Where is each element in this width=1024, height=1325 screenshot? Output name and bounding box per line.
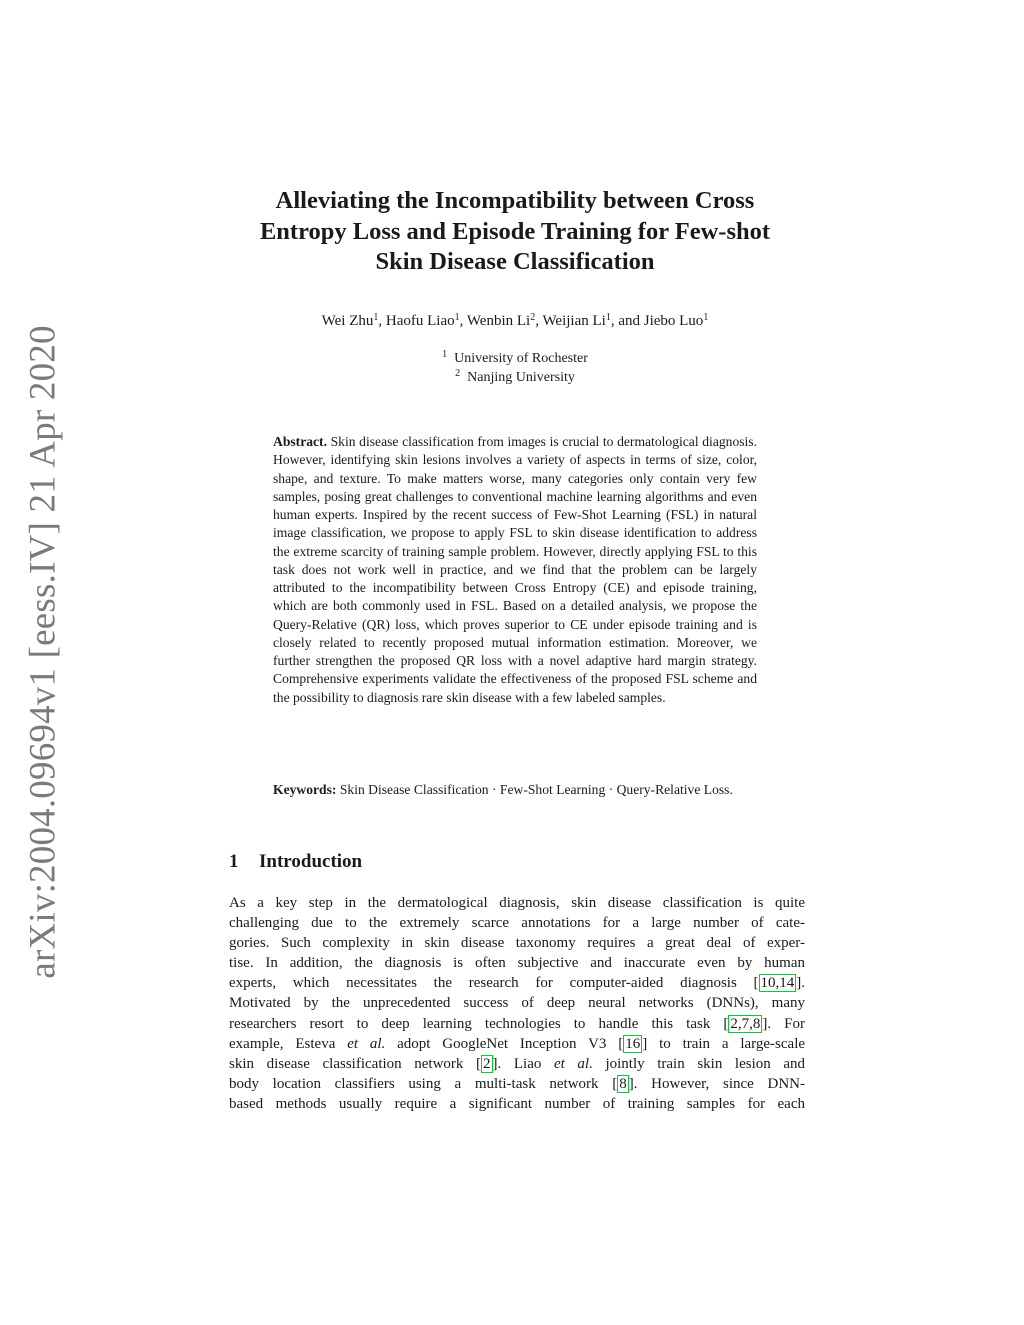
text-segment: . For [767, 1015, 806, 1032]
citation-number[interactable]: 16 [625, 1035, 641, 1052]
author-affiliation-mark: 1 [605, 312, 611, 323]
keywords-text: Skin Disease Classification · Few-Shot Learning · Query-Relative Loss. [339, 782, 733, 797]
text-line: Motivated by the unprecedented success of deep neural networks (DNNs), many [229, 995, 805, 1012]
abstract-label: Abstract. [273, 434, 327, 449]
citation-link[interactable]: [ 16 ] [618, 1035, 648, 1052]
text-segment: jointly train skin lesion and [605, 1055, 806, 1072]
text-line [229, 1054, 805, 1074]
author: Wenbin Li [466, 313, 531, 329]
section-title: Introduction [259, 851, 363, 872]
text-segment: . [801, 975, 805, 992]
text-segment: experts, which necessitates the research for computer-aided diagnosis [229, 975, 737, 992]
text-segment: skin disease classification network [229, 1055, 464, 1072]
italic-text: et al. [553, 1055, 593, 1072]
abstract [273, 433, 757, 707]
arxiv-sidebar [18, 325, 68, 979]
introduction-text [229, 893, 805, 1114]
text-segment: adopt GoogleNet Inception V3 [397, 1035, 607, 1052]
author: Haofu Liao [385, 313, 455, 329]
text-line [229, 1034, 805, 1054]
text-line: challenging due to the extremely scarce annotations for a large number of cate- [229, 915, 805, 932]
author: Jiebo Luo [643, 313, 704, 329]
text-segment: body location classifiers using a multi-task network [229, 1075, 599, 1092]
paper-title [215, 186, 815, 278]
citation-number[interactable]: 8 [619, 1075, 627, 1092]
affiliation [215, 349, 815, 368]
title-line-1: Alleviating the Incompatibility between Cross [275, 187, 755, 214]
section-number: 1 [229, 851, 239, 872]
keywords-label: Keywords: [273, 782, 337, 797]
keywords [273, 781, 757, 799]
text-line [229, 973, 805, 993]
citation-number[interactable]: 2 [483, 1055, 491, 1072]
author-conjunction: and [618, 313, 640, 329]
author: Weijian Li [542, 313, 606, 329]
text-segment: to train a large-scale [659, 1035, 806, 1052]
author-affiliation-mark: 2 [530, 312, 536, 323]
text-line: based methods usually require a significant number of training samples for each [229, 1095, 805, 1112]
citation-link[interactable]: [ 2,7,8 ] [723, 1015, 768, 1032]
affiliation-name: Nanjing University [467, 370, 575, 385]
affiliation-mark: 2 [455, 368, 461, 379]
author-affiliation-mark: 1 [454, 312, 460, 323]
affiliations [215, 349, 815, 387]
author-list: Wei Zhu$^1$, Haofu Liao$^1$, Wenbin Li$^2$, Weijian Li$^1$, and Jiebo Luo$^1$ [321, 312, 709, 329]
text-segment: example, Esteva [229, 1035, 336, 1052]
citation-link[interactable]: [ 8 ] [612, 1075, 634, 1092]
text-segment: . However, since DNN- [633, 1075, 805, 1092]
title-line-2: Entropy Loss and Episode Training for Few-shot [259, 217, 771, 245]
affiliation [215, 368, 815, 387]
author-affiliation-mark: 1 [703, 312, 709, 323]
arxiv-identifier: arXiv:2004.09694v1 [eess.IV] 21 Apr 2020 [22, 325, 64, 979]
author-affiliation-mark: 1 [373, 312, 379, 323]
text-line [229, 1074, 805, 1094]
section-heading-introduction [229, 851, 362, 873]
title-line-3: Skin Disease Classification [375, 248, 655, 275]
citation-link[interactable]: [ 2 ] [476, 1055, 498, 1072]
author: Wei Zhu [321, 313, 374, 329]
text-line [229, 1014, 805, 1034]
abstract-text: Skin disease classification from images is crucial to dermatological diagnosis. However, identifying skin lesions involves a variety of aspects in terms of size, color, shape, and texture. To make matters worse, many categories only contain very few samples, posing great challenges to conventional machine learning algorithms and even human experts. Inspired by the recent success of Few-Shot Learning (FSL) in natural image classification, we propose to apply FSL to skin disease identification to address the extreme scarcity of training sample problem. However, directly applying FSL to this task does not work well in practice, and we find that the problem can be largely attributed to the incompatibility between Cross Entropy (CE) and episode training, which are both commonly used in FSL. Based on a detailed analysis, we propose the Query-Relative (QR) loss, which proves superior to CE under episode training and is closely related to recently proposed mutual information estimation. Moreover, we further strengthen the proposed QR loss with a novel adaptive hard margin strategy. Comprehensive experiments validate the effectiveness of the proposed FSL scheme and the possibility to diagnosis rare skin disease with a few labeled samples. [273, 434, 757, 705]
citation-number[interactable]: 2,7,8 [730, 1015, 761, 1032]
text-line: gories. Such complexity in skin disease taxonomy requires a great deal of exper- [229, 935, 805, 952]
italic-text: et al. [347, 1035, 386, 1052]
affiliation-mark: 1 [442, 349, 448, 360]
text-segment: researchers resort to deep learning technologies to handle this task [229, 1015, 711, 1032]
citation-link[interactable]: [ 10,14 ] [753, 975, 802, 992]
text-line: tise. In addition, the diagnosis is often subjective and inaccurate even by human [229, 955, 805, 972]
affiliation-name: University of Rochester [454, 351, 588, 366]
text-line: As a key step in the dermatological diagnosis, skin disease classification is quite [229, 895, 805, 911]
text-segment: . Liao [497, 1055, 542, 1072]
citation-number[interactable]: 10,14 [760, 975, 795, 992]
